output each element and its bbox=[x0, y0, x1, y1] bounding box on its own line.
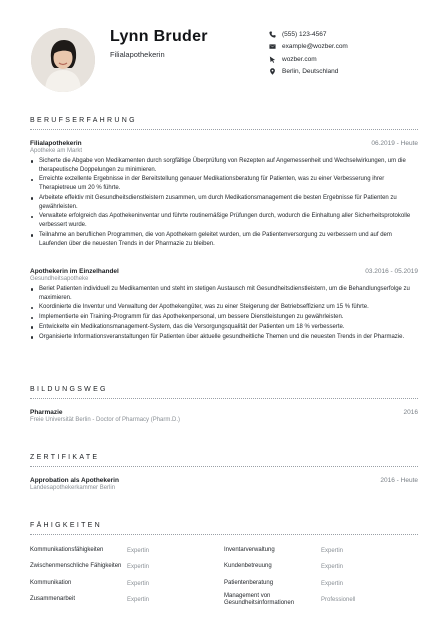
mail-icon bbox=[268, 43, 276, 51]
candidate-name: Lynn Bruder bbox=[110, 28, 208, 45]
skill-level: Expertin bbox=[321, 547, 344, 554]
job-dates: 03.2016 - 05.2019 bbox=[365, 268, 418, 275]
bullet-item: Entwickelte ein Medikationsmanagement-System, das die Versorgungsqualität der Patienten um 18 % verbesserte. bbox=[30, 323, 418, 332]
contact-phone bbox=[268, 28, 348, 41]
bullet-item: Teilnahme an beruflichen Programmen, die von Apothekern geleitet wurden, um die Patientenversorgung zu verbessern und auf dem Laufenden über die neuesten Trends in der Pharmazie zu bleiben. bbox=[30, 231, 418, 248]
skill-row bbox=[224, 544, 418, 557]
job-title: Apothekerin im Einzelhandel bbox=[30, 268, 119, 275]
location-pin-icon bbox=[268, 68, 276, 76]
education-heading: BILDUNGSWEG bbox=[30, 386, 108, 393]
website-link[interactable]: wozber.com bbox=[282, 55, 317, 63]
contact-location bbox=[268, 66, 348, 79]
skill-name: Kommunikation bbox=[30, 579, 72, 586]
experience-heading: BERUFSERFAHRUNG bbox=[30, 117, 137, 124]
bullet-item: Verwaltete erfolgreich das Apothekeninventar und führte routinemäßige Prüfungen durch, wodurch die Einhaltung aller Sicherheitsprotokolle verbessert wurde. bbox=[30, 212, 418, 229]
education-divider bbox=[30, 398, 418, 399]
certificate-entry bbox=[30, 477, 418, 491]
skill-level: Expertin bbox=[127, 597, 150, 603]
skill-level: Expertin bbox=[127, 547, 150, 554]
skill-name: Inventarverwaltung bbox=[224, 546, 275, 553]
contact-email bbox=[268, 41, 348, 54]
cursor-icon bbox=[268, 55, 276, 63]
skill-row bbox=[30, 557, 224, 577]
certificates-heading: ZERTIFIKATE bbox=[30, 454, 100, 461]
skill-level: Expertin bbox=[321, 564, 344, 570]
bullet-item: Beriet Patienten individuell zu Medikamenten und steht im stetigen Austausch mit Gesundheitsdienstleistern, um die Behandlungserfolge zu maximieren. bbox=[30, 285, 418, 302]
bullet-item: Implementierte ein Training-Programm für das Apothekenpersonal, um bessere Dienstleistungen zu gewährleisten. bbox=[30, 313, 418, 322]
experience-entry bbox=[30, 268, 418, 343]
certificate-date: 2016 - Heute bbox=[380, 477, 418, 484]
job-company: Gesundheitsapotheke bbox=[30, 276, 89, 282]
skill-row bbox=[30, 590, 224, 610]
job-dates: 06.2019 - Heute bbox=[371, 140, 418, 147]
skill-name: Kommunikationsfähigkeiten bbox=[30, 546, 104, 553]
degree-title: Pharmazie bbox=[30, 409, 63, 416]
email-link[interactable]: example@wozber.com bbox=[282, 43, 348, 51]
location-text: Berlin, Deutschland bbox=[282, 68, 339, 76]
skill-row bbox=[30, 577, 224, 590]
degree-institution: Freie Universität Berlin - Doctor of Pharmacy (Pharm.D.) bbox=[30, 417, 181, 423]
skill-name: Zwischenmenschliche Fähigkeiten bbox=[30, 563, 122, 570]
certificates-divider bbox=[30, 466, 418, 467]
skill-row bbox=[224, 590, 418, 610]
profile-photo bbox=[31, 28, 95, 92]
skills-divider bbox=[30, 534, 418, 535]
skill-name: Patientenberatung bbox=[224, 579, 274, 586]
education-entry bbox=[30, 409, 418, 423]
experience-divider bbox=[30, 129, 418, 130]
bullet-item: Koordinierte die Inventur und Verwaltung der Apothekengüter, was zu einer Steigerung der Betriebseffizienz um 15 % führte. bbox=[30, 303, 418, 312]
experience-entry bbox=[30, 140, 418, 249]
bullet-item: Sicherte die Abgabe von Medikamenten durch sorgfältige Überprüfung von Rezepten auf Angemessenheit und Wechselwirkungen, um die therapeutische Doppelungen zu minimieren. bbox=[30, 157, 418, 174]
skill-level: Expertin bbox=[321, 580, 344, 587]
skill-name: Kundenbetreuung bbox=[224, 563, 272, 570]
job-company: Apotheke am Markt bbox=[30, 148, 83, 154]
profile-photo-image bbox=[31, 28, 95, 92]
certificate-title: Approbation als Apothekerin bbox=[30, 477, 119, 484]
certificate-issuer: Landesapothekerkammer Berlin bbox=[30, 485, 116, 491]
job-bullets bbox=[30, 285, 418, 342]
skill-name: Management von Gesundheitsinformationen bbox=[224, 592, 295, 606]
skills-grid bbox=[30, 544, 418, 610]
job-bullets bbox=[30, 157, 418, 248]
bullet-item: Erreichte exzellente Ergebnisse in der Bereitstellung genauer Medikationsberatung für Patienten, was zu einer Verbesserung ihrer Therapietreue um 20 % führte. bbox=[30, 175, 418, 192]
skill-row bbox=[30, 544, 224, 557]
skill-level: Expertin bbox=[127, 564, 150, 570]
skill-level: Expertin bbox=[127, 580, 150, 587]
contact-list bbox=[268, 28, 348, 78]
skills-heading: FÄHIGKEITEN bbox=[30, 522, 102, 529]
skill-row bbox=[224, 557, 418, 577]
phone-text: (555) 123-4567 bbox=[282, 30, 327, 38]
bullet-item: Arbeitete effektiv mit Gesundheitsdienstleistern zusammen, um durch Medikationsmanagement die besten Ergebnisse für Patienten zu gewährleisten. bbox=[30, 194, 418, 211]
bullet-item: Organisierte Informationsveranstaltungen für Patienten über aktuelle gesundheitliche Themen und die neuesten Trends in der Pharmazie. bbox=[30, 333, 418, 342]
skill-level: Professionell bbox=[321, 597, 356, 603]
job-title: Filialapothekerin bbox=[30, 140, 82, 147]
contact-website bbox=[268, 53, 348, 66]
candidate-job-title: Filialapothekerin bbox=[110, 50, 165, 59]
phone-icon bbox=[268, 30, 276, 38]
skill-row bbox=[224, 577, 418, 590]
degree-date: 2016 bbox=[403, 409, 418, 416]
skill-name: Zusammenarbeit bbox=[30, 596, 76, 603]
